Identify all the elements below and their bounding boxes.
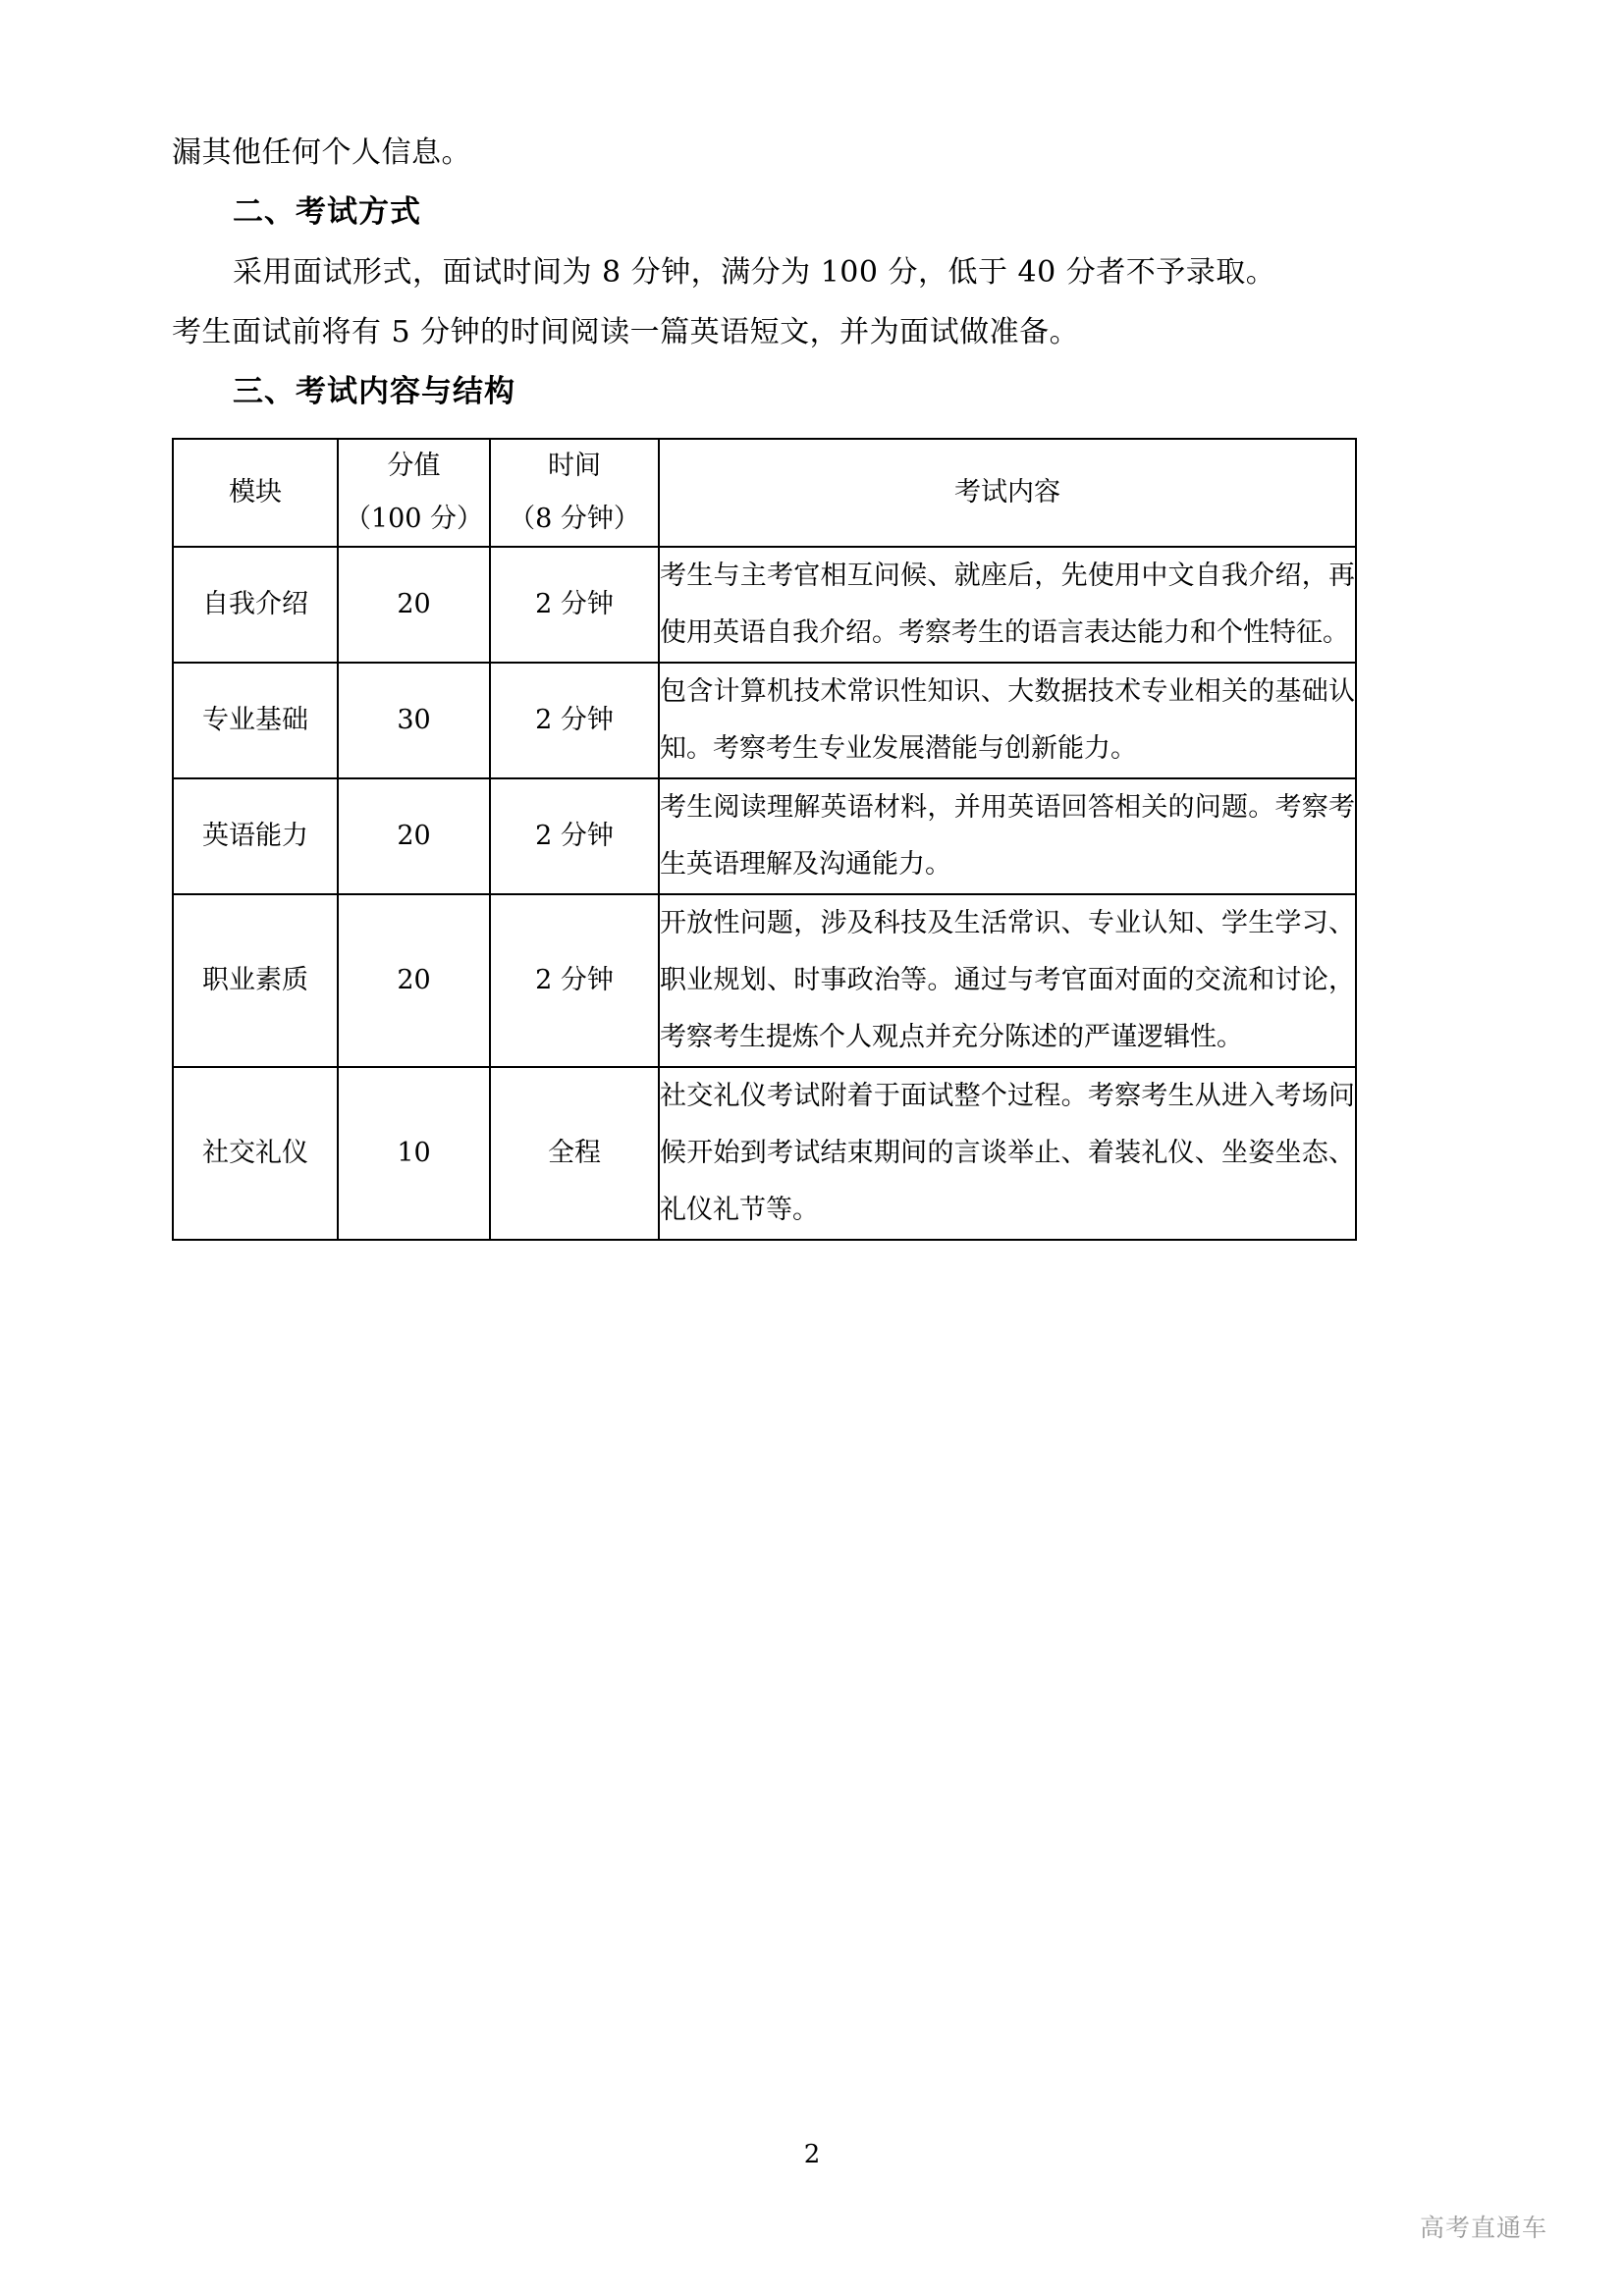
cell-content: 社交礼仪考试附着于面试整个过程。考察考生从进入考场问候开始到考试结束期间的言谈举止、着装礼仪、坐姿坐态、礼仪礼节等。 [659, 1067, 1356, 1240]
header-time [490, 439, 659, 547]
cell-time: 2 分钟 [490, 778, 659, 894]
page-content [172, 123, 1448, 1241]
section-heading-2: 二、考试方式 [233, 194, 421, 230]
header-time-line2: （8 分钟） [509, 504, 640, 534]
cell-content: 包含计算机技术常识性知识、大数据技术专业相关的基础认知。考察考生专业发展潜能与创新能力。 [659, 663, 1356, 778]
table-row [173, 1067, 1356, 1240]
header-module: 模块 [173, 439, 338, 547]
cell-score: 20 [338, 547, 490, 663]
header-time-line1: 时间 [548, 451, 601, 481]
header-content: 考试内容 [659, 439, 1356, 547]
section-2-paragraph-2: 考生面试前将有 5 分钟的时间阅读一篇英语短文，并为面试做准备。 [172, 315, 1080, 349]
cell-content: 考生阅读理解英语材料，并用英语回答相关的问题。考察考生英语理解及沟通能力。 [659, 778, 1356, 894]
table-header-row [173, 439, 1356, 547]
exam-structure-table-wrapper [172, 438, 1355, 1241]
cell-module: 自我介绍 [173, 547, 338, 663]
cell-score: 20 [338, 894, 490, 1067]
cell-module: 职业素质 [173, 894, 338, 1067]
cell-time: 2 分钟 [490, 547, 659, 663]
section-2-paragraph-1: 采用面试形式，面试时间为 8 分钟，满分为 100 分，低于 40 分者不予录取。 [233, 255, 1276, 290]
continued-paragraph: 漏其他任何个人信息。 [172, 135, 471, 170]
cell-score: 10 [338, 1067, 490, 1240]
cell-content: 考生与主考官相互问候、就座后，先使用中文自我介绍，再使用英语自我介绍。考察考生的语言表达能力和个性特征。 [659, 547, 1356, 663]
section-heading-3: 三、考试内容与结构 [233, 374, 515, 409]
watermark: 高考直通车 [1419, 2214, 1547, 2242]
header-score [338, 439, 490, 547]
cell-score: 20 [338, 778, 490, 894]
exam-structure-table [172, 438, 1357, 1241]
cell-module: 社交礼仪 [173, 1067, 338, 1240]
table-row [173, 663, 1356, 778]
cell-module: 专业基础 [173, 663, 338, 778]
header-score-line2: （100 分） [344, 504, 484, 534]
table-body [173, 547, 1356, 1240]
page-number: 2 [803, 2140, 821, 2169]
cell-score: 30 [338, 663, 490, 778]
cell-module: 英语能力 [173, 778, 338, 894]
cell-time: 全程 [490, 1067, 659, 1240]
cell-time: 2 分钟 [490, 894, 659, 1067]
cell-time: 2 分钟 [490, 663, 659, 778]
table-row [173, 778, 1356, 894]
header-score-line1: 分值 [387, 451, 441, 481]
table-row [173, 547, 1356, 663]
table-row [173, 894, 1356, 1067]
cell-content: 开放性问题，涉及科技及生活常识、专业认知、学生学习、职业规划、时事政治等。通过与考官面对面的交流和讨论，考察考生提炼个人观点并充分陈述的严谨逻辑性。 [659, 894, 1356, 1067]
